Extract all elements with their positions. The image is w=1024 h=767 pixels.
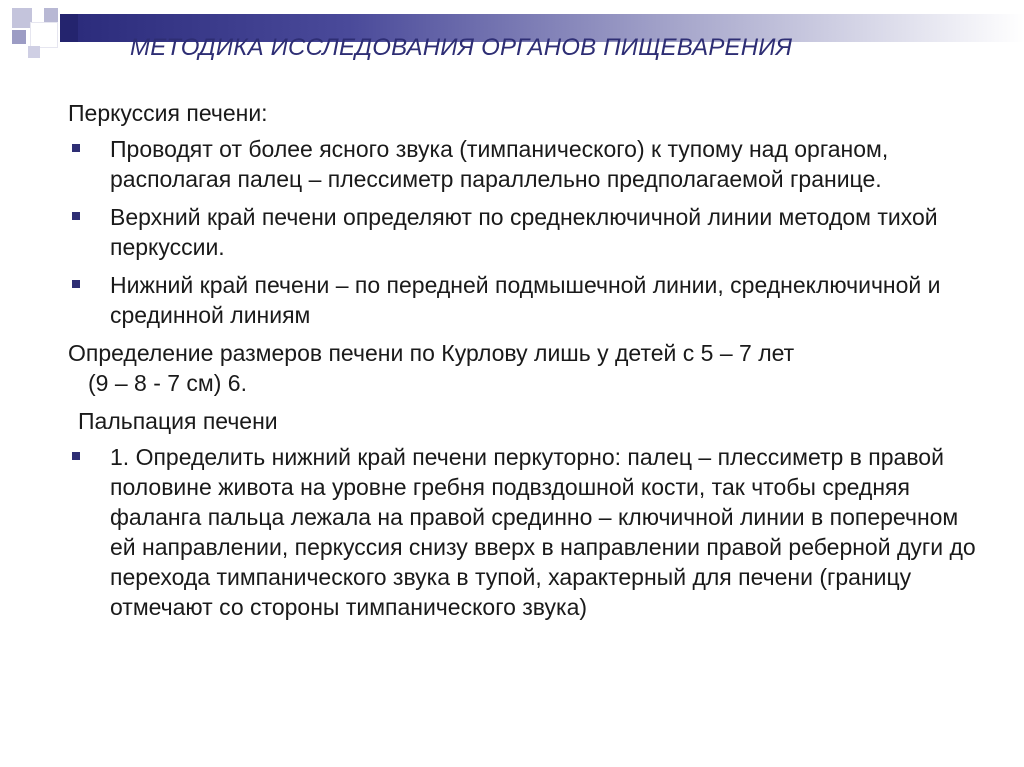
bullet-text: Верхний край печени определяют по среднеключичной линии методом тихой перкуссии. (110, 204, 938, 260)
list-item (68, 134, 988, 194)
kurlov-text: Определение размеров печени по Курлову лишь у детей с 5 – 7 лет (68, 340, 795, 366)
square-bullet-icon (72, 144, 80, 152)
decorative-square (12, 8, 32, 28)
palpation-heading: Пальпация печени (78, 408, 278, 434)
list-item (68, 202, 988, 262)
kurlov-values: (9 – 8 - 7 см) 6. (88, 370, 247, 396)
percussion-heading: Перкуссия печени: (68, 100, 268, 126)
bullet-text: 1. Определить нижний край печени перкуторно: палец – плессиметр в правой половине живота на уровне гребня подвздошной кости, так чтобы средняя фаланга пальца лежала на правой срединно – ключичной линии в поперечном ей направлении, перкуссия снизу вверх в направлении правой реберной дуги до перехода тимпанического звука в тупой, характерный для печени (границу отмечают со стороны тимпанического звука) (110, 444, 976, 620)
square-bullet-icon (72, 212, 80, 220)
slide-title: МЕТОДИКА ИССЛЕДОВАНИЯ ОРГАНОВ ПИЩЕВАРЕНИЯ (130, 34, 793, 61)
decorative-square (28, 46, 40, 58)
slide-content (68, 98, 988, 630)
square-bullet-icon (72, 280, 80, 288)
bullet-text: Нижний край печени – по передней подмышечной линии, среднеключичной и срединной линиям (110, 272, 941, 328)
bullet-text: Проводят от более ясного звука (тимпанического) к тупому над органом, располагая палец – плессиметр параллельно предполагаемой границе. (110, 136, 889, 192)
square-bullet-icon (72, 452, 80, 460)
list-item (68, 442, 988, 622)
decorative-square (44, 8, 58, 22)
list-item (68, 270, 988, 330)
decorative-square (30, 22, 58, 48)
decorative-square (60, 14, 78, 42)
decorative-square (12, 30, 26, 44)
